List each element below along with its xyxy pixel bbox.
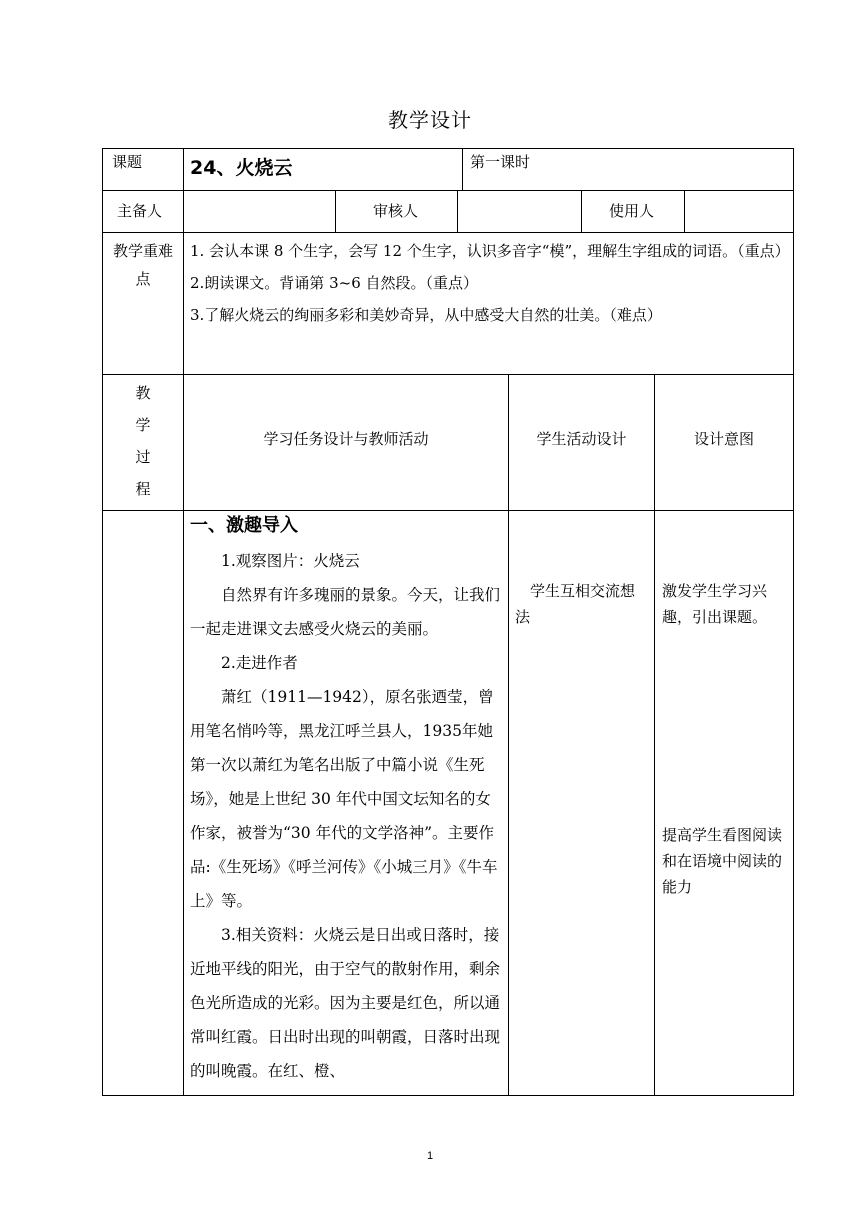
student-activity bbox=[515, 578, 649, 630]
section-heading: 一、激趣导入 bbox=[190, 515, 298, 536]
period-label: 第一课时 bbox=[470, 153, 531, 171]
process-char-3: 过 bbox=[135, 448, 151, 466]
topic-label: 课题 bbox=[112, 153, 143, 171]
process-char-4: 程 bbox=[135, 480, 151, 498]
process-label bbox=[103, 377, 183, 505]
design-intent-2: 提高学生看图阅读和在语境中阅读的能力 bbox=[662, 826, 783, 896]
preparer-label: 主备人 bbox=[117, 202, 163, 220]
column-header-intent: 设计意图 bbox=[693, 430, 754, 448]
key-point-3: 3.了解火烧云的绚丽多彩和美妙奇异，从中感受大自然的壮美。（难点） bbox=[190, 306, 662, 324]
key-point-1: 1. 会认本课 8 个生字，会写 12 个生字，认识多音字“模”，理解生字组成的词语。（重点） bbox=[190, 242, 790, 260]
design-intent-1: 激发学生学习兴趣，引出课题。 bbox=[662, 582, 768, 626]
task-paragraph-3: 2.走进作者 bbox=[221, 654, 298, 672]
task-paragraph-1: 1.观察图片：火烧云 bbox=[221, 552, 360, 570]
section-1-tasks bbox=[190, 512, 502, 1088]
column-header-tasks: 学习任务设计与教师活动 bbox=[263, 430, 429, 448]
reviewer-label: 审核人 bbox=[373, 202, 419, 220]
process-char-2: 学 bbox=[135, 416, 151, 434]
key-points-label: 教学重难点 bbox=[112, 242, 173, 288]
key-points-content bbox=[190, 237, 790, 329]
user-label: 使用人 bbox=[609, 202, 655, 220]
document-title: 教学设计 bbox=[388, 108, 472, 132]
student-activity-text: 学生互相交流想法 bbox=[515, 582, 636, 626]
task-paragraph-5: 3.相关资料：火烧云是日出或日落时，接近地平线的阳光，由于空气的散射作用，剩余色光所造成的光彩。因为主要是红色，所以通常叫红霞。日出时出现的叫朝霞，日落时出现的叫晚霞。在红、橙、 bbox=[190, 926, 501, 1080]
page-number: 1 bbox=[426, 1150, 434, 1162]
process-char-1: 教 bbox=[135, 384, 151, 402]
topic-value: 24、火烧云 bbox=[190, 157, 293, 179]
task-paragraph-2: 自然界有许多瑰丽的景象。今天，让我们一起走进课文去感受火烧云的美丽。 bbox=[190, 586, 501, 638]
key-point-2: 2.朗读课文。背诵第 3~6 自然段。（重点） bbox=[190, 274, 479, 292]
column-header-student: 学生活动设计 bbox=[536, 430, 627, 448]
task-paragraph-4: 萧红（1911—1942），原名张迺莹，曾用笔名悄吟等，黑龙江呼兰县人，1935年她第一次以萧红为笔名出版了中篇小说《生死场》，她是上世纪 30 年代中国文坛知名的女作家，被誉为“30 年代的文学洛神”。主要作品:《生死场》《呼兰河传》《小城三月》《牛车上》等。 bbox=[190, 688, 498, 910]
